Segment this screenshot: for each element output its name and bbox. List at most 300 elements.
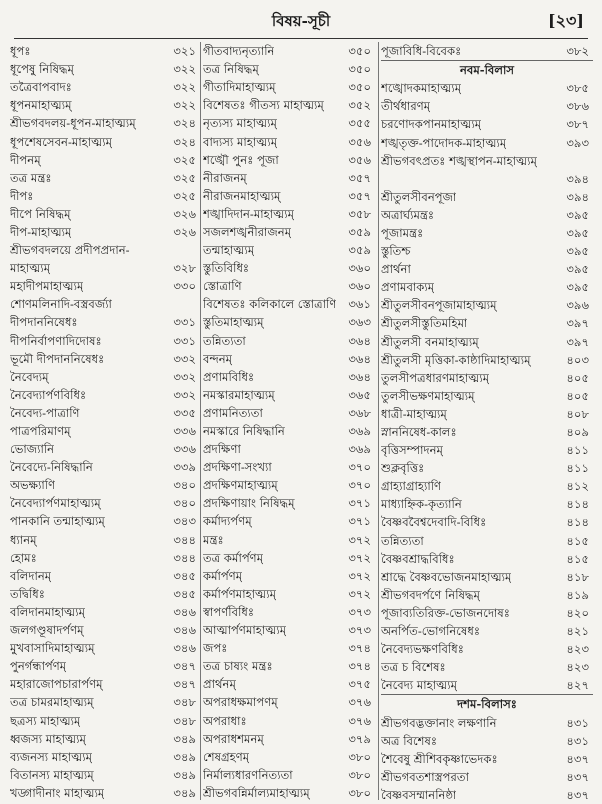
entry-page-number: ৩৯৫ xyxy=(566,225,589,240)
header-rule xyxy=(14,38,588,39)
entry-title: চরণোদকপানমাহাত্ম্যম্ xyxy=(381,117,482,132)
entry-title: তন্মাহাত্ম্যম্ xyxy=(203,243,255,258)
entry-page-number: ৩৭৫ xyxy=(348,677,371,692)
entry-page-number: ৩৭৩ xyxy=(348,623,371,638)
toc-entry xyxy=(203,784,375,802)
entry-page-number: ৩৭৬ xyxy=(348,713,371,728)
toc-entry xyxy=(381,586,593,604)
toc-entry xyxy=(381,568,593,586)
toc-entry xyxy=(10,657,200,675)
toc-entry xyxy=(203,404,375,422)
entry-title: বলিদানমাহাত্ম্যম্ xyxy=(10,604,86,619)
entry-page-number: ৩৪৪ xyxy=(173,532,196,547)
entry-title: অপরাধক্ষমাপণম্ xyxy=(203,695,278,710)
entry-page-number: ৩৮০ xyxy=(348,749,371,764)
entry-page-number: ৩৮০ xyxy=(348,785,371,800)
entry-title: পানকানি তন্মাহাত্ম্যম্ xyxy=(10,514,105,529)
entry-page-number: ৩৭৯ xyxy=(348,731,371,746)
entry-page-number: ৩৩২ xyxy=(173,387,196,402)
toc-entry xyxy=(203,531,375,549)
entry-page-number: ৩৪৬ xyxy=(173,604,196,619)
toc-entry xyxy=(381,622,593,640)
entry-page-number: ৩৮০ xyxy=(348,767,371,782)
toc-entry xyxy=(10,512,200,530)
toc-entry xyxy=(381,296,593,314)
toc-entry xyxy=(10,585,200,603)
entry-page-number: ৪০৯ xyxy=(566,425,589,440)
entry-title: কর্মার্পণমাহাত্ম্যম্ xyxy=(203,586,277,601)
entry-page-number: ৪২১ xyxy=(566,624,589,639)
entry-title: শ্রীভগবদর্পণে নিষিদ্ধম্ xyxy=(381,587,480,602)
entry-page-number: ৩৬৯ xyxy=(348,424,371,439)
toc-entry xyxy=(381,640,593,658)
entry-page-number: ৩৭৩ xyxy=(348,604,371,619)
entry-title: নৈবেদ্যভক্ষণবিধিঃ xyxy=(381,642,464,657)
toc-entry xyxy=(203,730,375,748)
toc-entry xyxy=(381,314,593,332)
entry-page-number: ৪৩৭ xyxy=(566,769,589,784)
entry-page-number: ৩৫৭ xyxy=(348,170,371,185)
entry-title: স্তুতিমাহাত্ম্যম্ xyxy=(203,315,264,330)
toc-entry xyxy=(203,313,375,331)
entry-page-number: ৩৩৬ xyxy=(173,424,196,439)
entry-page-number: ৪১৮ xyxy=(566,569,589,584)
entry-page-number: ৩২১ xyxy=(173,44,196,59)
entry-page-number: ৩৪৩ xyxy=(173,514,196,529)
toc-entry xyxy=(10,440,200,458)
entry-title: ধূপশেষসেবন-মাহাত্ম্যম্ xyxy=(10,134,113,149)
toc-entry xyxy=(381,242,593,260)
entry-page-number: ৪২৩ xyxy=(566,660,589,675)
entry-page-number: ৩৩১ xyxy=(173,333,196,348)
entry-title: তত্র কর্মার্পণম্ xyxy=(203,550,264,565)
toc-entry xyxy=(381,768,593,786)
entry-title: নৈবেদ্যার্পণমাহাত্ম্যম্ xyxy=(10,496,101,511)
entry-page-number: ৪১৯ xyxy=(566,587,589,602)
toc-entry xyxy=(10,259,200,277)
toc-entry xyxy=(10,494,200,512)
toc-entry xyxy=(10,96,200,114)
entry-title: শুক্লবৃত্তিঃ xyxy=(381,461,425,476)
entry-page-number: ৩৯৫ xyxy=(566,280,589,295)
toc-entry xyxy=(10,730,200,748)
entry-page-number: ৪২৭ xyxy=(566,678,589,693)
entry-page-number: ৩৭৬ xyxy=(348,695,371,710)
toc-entry xyxy=(203,332,375,350)
entry-title: শ্রীতুলসী বনমাহাত্ম্যম্ xyxy=(381,334,479,349)
toc-column-2 xyxy=(203,42,375,802)
toc-entry xyxy=(203,458,375,476)
entry-title: অপরাধাঃ xyxy=(203,713,247,728)
entry-title: ধ্যানম্ xyxy=(10,532,37,547)
entry-title: তুলসীভক্ষণমাহাত্ম্যম্ xyxy=(381,388,475,403)
toc-entry xyxy=(10,549,200,567)
entry-page-number: ৩৬৯ xyxy=(348,442,371,457)
entry-title: তত্র নিষিদ্ধম্ xyxy=(203,62,259,77)
entry-title: দীপনির্বাপণাদিদোষঃ xyxy=(10,333,102,348)
entry-page-number: ৪১৫ xyxy=(566,551,589,566)
page-title: বিষয়-সূচী xyxy=(271,12,331,30)
entry-page-number: ৩৫৭ xyxy=(348,188,371,203)
toc-entry xyxy=(10,639,200,657)
entry-title: তন্নিত্যতা xyxy=(203,333,246,348)
entry-page-number: ৩২২ xyxy=(173,98,196,113)
page-number: [২৩] xyxy=(548,11,584,30)
entry-page-number: ৩৪০ xyxy=(173,478,196,493)
entry-title: বলিদানম্ xyxy=(10,568,52,583)
entry-title: শেষগ্রহণম্ xyxy=(203,749,250,764)
entry-title: নীরাজনম্ xyxy=(203,170,247,185)
entry-title: মহারাজোপচারার্পণম্ xyxy=(10,677,103,692)
toc-entry xyxy=(203,78,375,96)
toc-entry xyxy=(10,711,200,729)
entry-page-number: ৪১৪ xyxy=(566,497,589,512)
entry-page-number: ৩৭০ xyxy=(348,478,371,493)
entry-title: স্বাপর্ণবিধিঃ xyxy=(203,604,255,619)
toc-entry xyxy=(381,224,593,242)
entry-page-number: ৩৪৯ xyxy=(173,731,196,746)
toc-entry xyxy=(10,531,200,549)
entry-title: শ্রীভগবন্নির্মাল্যমাহাত্ম্যম্ xyxy=(203,785,310,800)
toc-entry xyxy=(381,423,593,441)
entry-title: বিশেষতঃ কলিকালে স্তোত্রাণি xyxy=(203,297,337,312)
entry-page-number: ৩২৬ xyxy=(173,206,196,221)
entry-title: প্রণামনিত্যতা xyxy=(203,405,263,420)
toc-entry xyxy=(203,187,375,205)
entry-page-number: ৩৪৫ xyxy=(173,568,196,583)
entry-page-number: ৩৬০ xyxy=(348,261,371,276)
entry-title: ধূপঃ xyxy=(10,44,31,59)
entry-page-number: ৩২৫ xyxy=(173,170,196,185)
toc-entry xyxy=(203,295,375,313)
entry-title: শ্রীভগবদ্ভক্তানাং লক্ষণানি xyxy=(381,715,497,730)
toc-entry xyxy=(10,295,200,313)
entry-title: গীতাদিমাহাত্ম্যম্ xyxy=(203,80,276,95)
table-of-contents xyxy=(0,42,602,800)
entry-page-number: ৩৭১ xyxy=(348,514,371,529)
entry-title: প্রার্থনম্ xyxy=(203,677,236,692)
entry-page-number: ৩২৫ xyxy=(173,188,196,203)
entry-title: অভক্ষ্যাণি xyxy=(10,478,56,493)
entry-title: মাহাত্ম্যম্ xyxy=(10,261,51,276)
toc-entry xyxy=(10,205,200,223)
entry-title: মুখবাসাদিমাহাত্ম্যম্ xyxy=(10,641,95,656)
toc-entry xyxy=(381,713,593,731)
entry-page-number: ৩৫৮ xyxy=(348,206,371,221)
entry-title: প্রদক্ষিণায়াং নিষিদ্ধম্ xyxy=(203,496,295,511)
toc-entry xyxy=(203,277,375,295)
entry-title: শঙ্খাদিদান-মাহাত্ম্যম্ xyxy=(203,206,295,221)
toc-entry xyxy=(203,169,375,187)
toc-entry xyxy=(10,766,200,784)
section-heading: নবম-বিলাস xyxy=(459,63,515,78)
entry-page-number: ৪১৪ xyxy=(566,515,589,530)
entry-title: শ্রীভগবতশাস্ত্রপরতা xyxy=(381,769,469,784)
toc-entry xyxy=(10,151,200,169)
toc-entry xyxy=(203,494,375,512)
entry-page-number: ৩৯৭ xyxy=(566,316,589,331)
entry-title: নৈবেদ্য-পাত্রাণি xyxy=(10,405,80,420)
entry-title: অত্র বিশেষঃ xyxy=(381,733,438,748)
entry-page-number: ৪৩৭ xyxy=(566,787,589,802)
toc-entry xyxy=(381,550,593,568)
toc-entry xyxy=(203,748,375,766)
entry-page-number: ৩৫৬ xyxy=(348,152,371,167)
entry-page-number: ৩৪৮ xyxy=(173,695,196,710)
toc-entry xyxy=(10,476,200,494)
toc-entry xyxy=(10,386,200,404)
entry-title: স্তুতিবিধিঃ xyxy=(203,261,250,276)
entry-title: কর্মাদ্যর্পণম্ xyxy=(203,514,252,529)
toc-entry xyxy=(381,170,593,188)
toc-entry xyxy=(10,277,200,295)
toc-entry xyxy=(203,639,375,657)
toc-entry xyxy=(203,259,375,277)
entry-title: বৈষ্ণবশ্রাদ্ধবিধিঃ xyxy=(381,551,455,566)
entry-title: শ্রীভগবদলয়-ধূপন-মাহাত্ম্যম্ xyxy=(10,116,136,131)
entry-page-number: ৩২২ xyxy=(173,62,196,77)
entry-title: স্নাননিষেধ-কালঃ xyxy=(381,425,457,440)
entry-page-number: ৩৯৪ xyxy=(566,171,589,186)
entry-page-number: ৩৪৫ xyxy=(173,586,196,601)
toc-entry xyxy=(381,333,593,351)
entry-title: শোণমলিনাদি-বস্ত্রবর্জ্যা xyxy=(10,297,112,312)
entry-page-number: ৩৫৫ xyxy=(348,116,371,131)
entry-title: নীরাজনমাহাত্ম্যম্ xyxy=(203,188,281,203)
toc-entry xyxy=(381,97,593,115)
entry-title: তীর্থধারণম্ xyxy=(381,99,431,114)
entry-page-number: ৪১১ xyxy=(566,443,589,458)
entry-title: ব্যজনস্য মাহাত্ম্যম্ xyxy=(10,749,93,764)
entry-page-number: ৩৪৬ xyxy=(173,641,196,656)
entry-title: তদ্বিধিঃ xyxy=(10,586,45,601)
toc-entry xyxy=(381,750,593,768)
toc-entry xyxy=(10,675,200,693)
toc-entry xyxy=(203,96,375,114)
entry-title: তত্র চ বিশেষঃ xyxy=(381,660,446,675)
entry-page-number: ৩৭২ xyxy=(348,550,371,565)
entry-title: তত্রৈবাপবাদঃ xyxy=(10,80,72,95)
entry-title: স্তোত্রাণি xyxy=(203,279,242,294)
entry-page-number: ৩৪৯ xyxy=(173,785,196,800)
entry-page-number: ৪১২ xyxy=(566,479,589,494)
entry-page-number: ৩২৬ xyxy=(173,224,196,239)
toc-entry xyxy=(381,532,593,550)
toc-entry xyxy=(10,187,200,205)
entry-page-number: ৩৯৫ xyxy=(566,207,589,222)
entry-title: ছত্রস্য মাহাত্ম্যম্ xyxy=(10,713,81,728)
toc-entry xyxy=(203,132,375,150)
entry-page-number: ৩৫০ xyxy=(348,62,371,77)
toc-entry xyxy=(381,278,593,296)
entry-page-number: ৩২৫ xyxy=(173,152,196,167)
toc-entry xyxy=(203,603,375,621)
entry-title: দীপ-মাহাত্ম্যম্ xyxy=(10,224,72,239)
toc-entry xyxy=(381,676,593,695)
toc-column-3 xyxy=(381,42,593,804)
toc-entry xyxy=(203,621,375,639)
entry-title: পূজামন্ত্রঃ xyxy=(381,225,424,240)
entry-title: শঙ্খৌ পুনঃ পূজা xyxy=(203,152,279,167)
toc-entry xyxy=(381,133,593,151)
entry-page-number: ৩২৪ xyxy=(173,134,196,149)
entry-title: দীপনম্ xyxy=(10,152,41,167)
entry-page-number: ৩৯৪ xyxy=(566,189,589,204)
page-header xyxy=(0,0,602,40)
toc-entry xyxy=(381,369,593,387)
entry-page-number: ৩৩১ xyxy=(173,315,196,330)
entry-page-number: ৪২০ xyxy=(566,605,589,620)
entry-page-number: ৩৫২ xyxy=(348,98,371,113)
toc-entry xyxy=(10,404,200,422)
toc-entry xyxy=(203,422,375,440)
toc-entry xyxy=(381,387,593,405)
entry-title: বৈষ্ণবসম্মাননিষ্ঠা xyxy=(381,787,457,802)
entry-title: হোমঃ xyxy=(10,550,37,565)
toc-entry xyxy=(381,604,593,622)
entry-title: গ্রাহ্যাগ্রাহ্যাণি xyxy=(381,479,442,494)
entry-title: শঙ্খোদকমাহাত্ম্যম্ xyxy=(381,81,462,96)
entry-title: শ্রীতুলসী মৃত্তিকা-কাষ্ঠাদিমাহাত্ম্যম্ xyxy=(381,352,531,367)
entry-title: প্রদক্ষিণমাহাত্ম্যম্ xyxy=(203,478,278,493)
entry-page-number: ৩৮৭ xyxy=(566,117,589,132)
entry-page-number: ৪৩৭ xyxy=(566,751,589,766)
entry-title: তত্র চামরমাহাত্ম্যম্ xyxy=(10,695,94,710)
entry-title: নমস্কারমাহাত্ম্যম্ xyxy=(203,387,275,402)
toc-entry xyxy=(10,748,200,766)
entry-title: মন্ত্রঃ xyxy=(203,532,224,547)
toc-entry xyxy=(381,441,593,459)
entry-page-number: ৩৩২ xyxy=(173,351,196,366)
entry-title: কর্মার্পণম্ xyxy=(203,568,243,583)
entry-title: অপরাধশমনম্ xyxy=(203,731,264,746)
toc-entry xyxy=(203,549,375,567)
entry-title: বিতানস্য মাহাত্ম্যম্ xyxy=(10,767,94,782)
entry-page-number: ৩৪৪ xyxy=(173,550,196,565)
toc-entry xyxy=(381,658,593,676)
entry-page-number: ৩৯৫ xyxy=(566,244,589,259)
entry-page-number: ৩৩৫ xyxy=(173,405,196,420)
entry-title: বন্দনম্ xyxy=(203,351,233,366)
entry-title: তন্নিত্যতা xyxy=(381,533,424,548)
toc-entry xyxy=(203,241,375,259)
entry-title: শ্রীতুলসীস্তুতিমহিমা xyxy=(381,316,468,331)
entry-title: ভোজ্যানি xyxy=(10,442,55,457)
toc-entry xyxy=(203,350,375,368)
entry-page-number: ৩৪৬ xyxy=(173,623,196,638)
entry-page-number: ৩৩২ xyxy=(173,369,196,384)
entry-page-number: ৩৩৯ xyxy=(173,460,196,475)
toc-entry xyxy=(10,458,200,476)
entry-page-number: ৩৭২ xyxy=(348,586,371,601)
entry-title: তুলসীপত্রধারণমাহাত্ম্যম্ xyxy=(381,370,490,385)
entry-page-number: ৩৩০ xyxy=(173,279,196,294)
entry-page-number: ৪৩১ xyxy=(566,733,589,748)
entry-page-number: ৪২৩ xyxy=(566,642,589,657)
entry-title: নৈবেদ্যে-নিষিদ্ধানি xyxy=(10,460,93,475)
entry-title: প্রণামবিধিঃ xyxy=(203,369,255,384)
entry-title: শ্রীতুলসীবনপূজামাহাত্ম্যম্ xyxy=(381,298,497,313)
toc-entry xyxy=(381,732,593,750)
entry-title: প্রার্থনা xyxy=(381,262,411,277)
toc-entry xyxy=(381,786,593,804)
entry-title: তত্র মন্ত্রঃ xyxy=(10,170,52,185)
toc-entry xyxy=(203,766,375,784)
toc-entry xyxy=(203,114,375,132)
toc-entry xyxy=(203,711,375,729)
toc-entry xyxy=(381,188,593,206)
entry-title: দীপদাননিষেধঃ xyxy=(10,315,78,330)
section-heading: দশম-বিলাসঃ xyxy=(457,697,517,712)
entry-page-number: ৪০৫ xyxy=(566,370,589,385)
entry-page-number: ৪১৫ xyxy=(566,533,589,548)
entry-page-number: ৪০৩ xyxy=(566,352,589,367)
toc-entry xyxy=(10,313,200,331)
entry-page-number: ৩৮৫ xyxy=(566,81,589,96)
toc-entry xyxy=(203,368,375,386)
toc-entry xyxy=(203,512,375,530)
entry-page-number: ৩২২ xyxy=(173,80,196,95)
toc-entry xyxy=(381,206,593,224)
entry-title: নৈবেদ্য মাহাত্ম্যম্ xyxy=(381,678,458,693)
toc-entry xyxy=(381,351,593,369)
toc-entry xyxy=(381,79,593,97)
entry-page-number: ৩৫৯ xyxy=(348,224,371,239)
entry-page-number: ৩৮২ xyxy=(566,44,589,59)
entry-page-number: ৩৯৬ xyxy=(566,298,589,313)
toc-entry xyxy=(10,784,200,802)
toc-entry xyxy=(381,42,593,61)
toc-entry xyxy=(10,169,200,187)
toc-entry xyxy=(203,440,375,458)
toc-entry xyxy=(381,477,593,495)
entry-page-number: ৩৭৪ xyxy=(348,659,371,674)
toc-entry xyxy=(203,223,375,241)
entry-page-number: ৩৬৪ xyxy=(348,369,371,384)
entry-page-number: ৩৪৭ xyxy=(173,659,196,674)
entry-title: বৃত্তিসম্পাদনম্ xyxy=(381,443,443,458)
entry-title: শ্রাদ্ধে বৈষ্ণবভোজনমাহাত্ম্যম্ xyxy=(381,569,512,584)
toc-entry xyxy=(10,422,200,440)
toc-entry xyxy=(10,332,200,350)
toc-entry xyxy=(203,205,375,223)
toc-entry xyxy=(203,42,375,60)
entry-page-number: ৩৬০ xyxy=(348,279,371,294)
entry-title: শ্রীভগবদলয়ে প্রদীপপ্রদান- xyxy=(10,243,130,258)
entry-title: নৃত্যস্য মাহাত্ম্যম্ xyxy=(203,116,277,131)
toc-entry xyxy=(10,223,200,241)
toc-entry xyxy=(10,42,200,60)
entry-title: বিশেষতঃ গীতস্য মাহাত্ম্যম্ xyxy=(203,98,324,113)
toc-entry xyxy=(10,78,200,96)
entry-title: নমস্কারে নিষিদ্ধানি xyxy=(203,424,285,439)
entry-page-number: ৩৪৭ xyxy=(173,677,196,692)
entry-page-number: ৩২৮ xyxy=(173,261,196,276)
entry-page-number: ৩৫৬ xyxy=(348,134,371,149)
entry-page-number: ৩৪৯ xyxy=(173,767,196,782)
entry-title: পুনর্গন্ধার্পণম্ xyxy=(10,659,67,674)
entry-page-number: ৪০৮ xyxy=(566,406,589,421)
entry-title: আত্মার্পণমাহাত্ম্যম্ xyxy=(203,623,287,638)
entry-title: প্রদক্ষিণা-সংখ্যা xyxy=(203,460,272,475)
entry-page-number: ৩৭২ xyxy=(348,568,371,583)
toc-entry xyxy=(10,241,200,259)
entry-page-number: ৪০৫ xyxy=(566,388,589,403)
entry-page-number: ৩৯৩ xyxy=(566,135,589,150)
entry-title: জপঃ xyxy=(203,641,228,656)
toc-entry xyxy=(10,693,200,711)
entry-page-number: ৩৬৪ xyxy=(348,351,371,366)
